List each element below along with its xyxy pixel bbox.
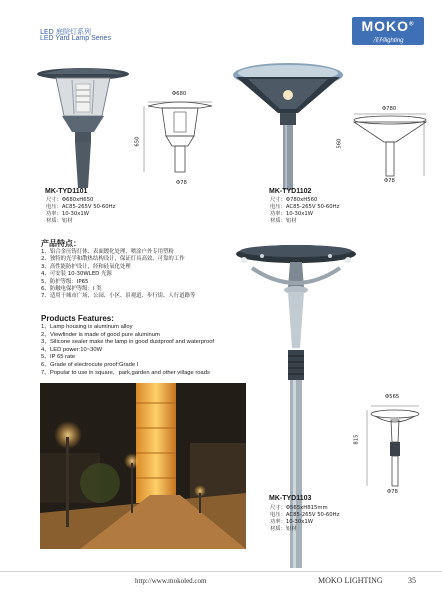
feature-item: 5、防护等级：IP65 xyxy=(41,278,89,285)
feature-item: 7、Popular to use in square，park,garden and other village roads xyxy=(41,369,210,376)
lamp-photo-tyd1102 xyxy=(228,55,348,190)
spec-voltage: 电压：AC85-265V 50-60Hz xyxy=(270,512,340,518)
feature-item: 6、防触电保护等级：I 类 xyxy=(41,286,102,293)
model-name-tyd1101: MK-TYD1101 xyxy=(45,188,88,195)
spec-size: 尺寸：Φ680xH650 xyxy=(46,197,94,203)
feature-item: 1、铝合金压铸灯体、表面镀化处理、喷涂户外专用塑粉 xyxy=(41,249,174,255)
features-title-cn: 产品特点： xyxy=(41,239,81,248)
feature-item: 4、LED power:10~30W xyxy=(41,346,103,353)
spec-voltage: 电压：AC85-265V 50-60Hz xyxy=(46,204,116,210)
technical-drawing-tyd1103 xyxy=(365,402,425,494)
feature-item: 2、独特的光学和散热结构设计，保证灯具高效、可靠的工作 xyxy=(41,256,185,263)
feature-item: 6、Grade of electrocute proof:Grade I xyxy=(41,361,139,368)
series-title-en: LED Yard Lamp Series xyxy=(40,35,111,42)
spec-power: 功率：10-30x1W xyxy=(270,519,314,525)
spec-power: 功率：10-30x1W xyxy=(46,211,90,217)
dim-base-tyd1102: Φ78 xyxy=(384,178,395,184)
footer-brand: MOKO LIGHTING xyxy=(318,576,383,585)
spec-size: 尺寸：Φ565xH815mm xyxy=(270,505,328,511)
footer-website-link[interactable]: http://www.mokoled.com xyxy=(135,577,207,585)
feature-item: 3、高性能防护设计，经和硅氧化处理 xyxy=(41,263,131,270)
dim-height-tyd1102: 560 xyxy=(336,138,343,149)
feature-item: 3、Silicone sealer make the lamp in good dustproof and waterproof xyxy=(41,339,215,346)
lamp-photo-tyd1101 xyxy=(28,58,138,188)
feature-item: 2、Viewfinder is made of good pure aluminum xyxy=(41,331,160,338)
dim-base-tyd1103: Φ78 xyxy=(387,489,398,495)
dim-width-tyd1101: Φ680 xyxy=(172,91,187,97)
footer-divider xyxy=(0,571,442,572)
spec-size: 尺寸：Φ780xH560 xyxy=(270,197,318,203)
brand-logo xyxy=(352,17,424,45)
series-title-cn: LED 庭院灯系列 xyxy=(40,28,91,36)
logo-subtitle: 茂科lighting xyxy=(372,38,404,44)
dim-width-tyd1103: Φ565 xyxy=(385,394,400,400)
feature-item: 5、IP 65 rate xyxy=(41,354,76,361)
dim-base-tyd1101: Φ78 xyxy=(176,180,187,186)
features-title-en: Products Features: xyxy=(41,314,114,323)
technical-drawing-tyd1101 xyxy=(140,92,220,182)
specs-tyd1103 xyxy=(270,505,339,533)
spec-voltage: 电压：AC85-265V 50-60Hz xyxy=(270,204,340,210)
feature-item: 1、Lamp housing is aluminum alloy xyxy=(41,324,133,330)
spec-material: 材质：铝材 xyxy=(270,218,297,224)
page-number: 35 xyxy=(408,576,416,585)
night-plaza-scene xyxy=(40,383,246,549)
specs-tyd1102 xyxy=(270,197,339,225)
installation-photo xyxy=(40,383,246,549)
features-list-en xyxy=(41,324,214,377)
spec-power: 功率：10-30x1W xyxy=(270,211,314,217)
dim-height-tyd1103: 815 xyxy=(353,434,360,445)
dim-width-tyd1102: Φ780 xyxy=(382,106,397,112)
feature-item: 4、可安装 10-30WLED 光源 xyxy=(41,271,112,278)
dim-height-tyd1101: 650 xyxy=(134,136,141,147)
features-list-cn xyxy=(41,249,195,301)
spec-material: 材质：铝材 xyxy=(270,526,297,532)
specs-tyd1101 xyxy=(46,197,115,225)
model-name-tyd1102: MK-TYD1102 xyxy=(269,188,312,195)
spec-material: 材质：铝材 xyxy=(46,218,73,224)
logo-wordmark: MOKO® xyxy=(361,18,415,34)
feature-item: 7、适用于城市广场、公园、小区、景观道、步行街、人行道路等 xyxy=(41,293,196,300)
model-name-tyd1103: MK-TYD1103 xyxy=(269,495,312,502)
